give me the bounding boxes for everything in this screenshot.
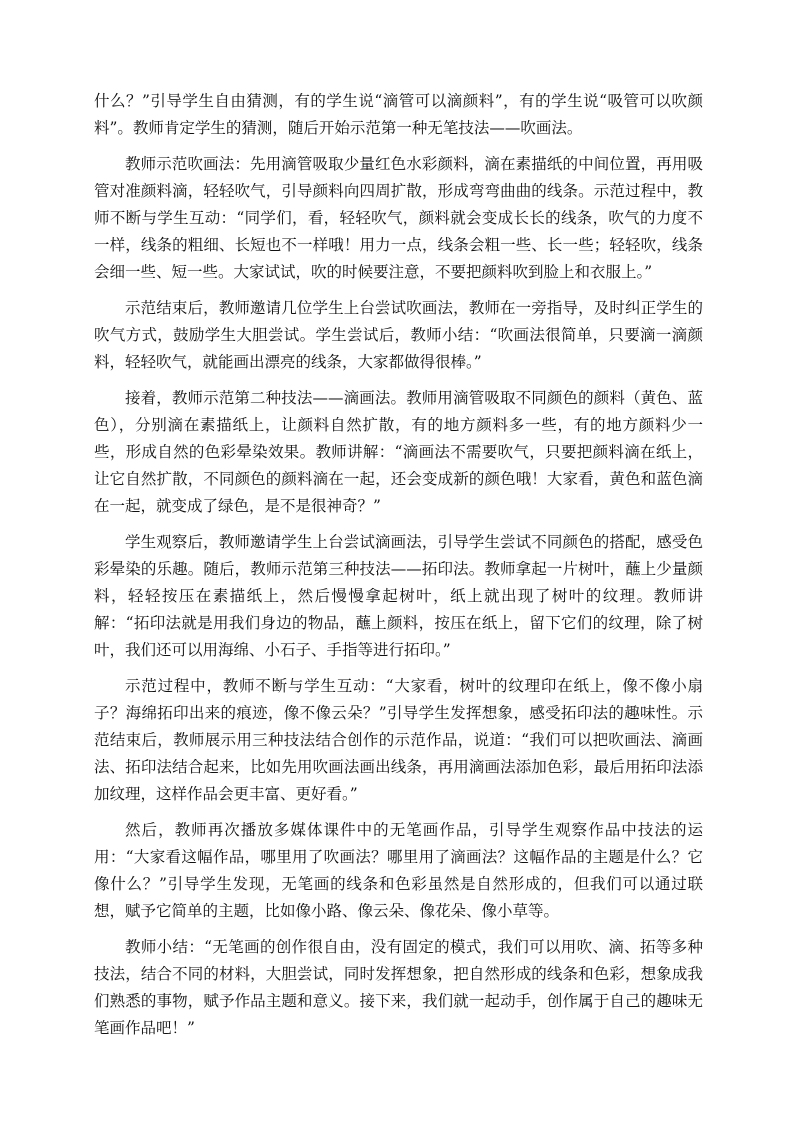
- paragraph-3: 示范结束后，教师邀请几位学生上台尝试吹画法，教师在一旁指导，及时纠正学生的吹气方式，鼓励学生大胆尝试。学生尝试后，教师小结：“吹画法很简单，只要滴一滴颜料，轻轻吹气，就能画出漂亮的线条，大家都做得很棒。”: [94, 299, 703, 371]
- paragraph-1: 什么？”引导学生自由猜测，有的学生说“滴管可以滴颜料”，有的学生说“吸管可以吹颜料”。教师肯定学生的猜测，随后开始示范第一种无笔技法——吹画法。: [94, 92, 703, 137]
- paragraph-2: 教师示范吹画法：先用滴管吸取少量红色水彩颜料，滴在素描纸的中间位置，再用吸管对准颜料滴，轻轻吹气，引导颜料向四周扩散，形成弯弯曲曲的线条。示范过程中，教师不断与学生互动：“同学们，看，轻轻吹气，颜料就会变成长长的线条，吹气的力度不一样，线条的粗细、长短也不一样哦！用力一点，线条会粗一些、长一些；轻轻吹，线条会细一些、短一些。大家试试，吹的时候要注意，不要把颜料吹到脸上和衣服上。”: [94, 155, 703, 281]
- paragraph-8: 教师小结：“无笔画的创作很自由，没有固定的模式，我们可以用吹、滴、拓等多种技法，结合不同的材料，大胆尝试，同时发挥想象，把自然形成的线条和色彩，想象成我们熟悉的事物，赋予作品主题和意义。接下来，我们就一起动手，创作属于自己的趣味无笔画作品吧！”: [94, 938, 703, 1037]
- paragraph-5: 学生观察后，教师邀请学生上台尝试滴画法，引导学生尝试不同颜色的搭配，感受色彩晕染的乐趣。随后，教师示范第三种技法——拓印法。教师拿起一片树叶，蘸上少量颜料，轻轻按压在素描纸上，然后慢慢拿起树叶，纸上就出现了树叶的纹理。教师讲解：“拓印法就是用我们身边的物品，蘸上颜料，按压在纸上，留下它们的纹理，除了树叶，我们还可以用海绵、小石子、手指等进行拓印。”: [94, 533, 703, 659]
- paragraph-4: 接着，教师示范第二种技法——滴画法。教师用滴管吸取不同颜色的颜料（黄色、蓝色），分别滴在素描纸上，让颜料自然扩散，有的地方颜料多一些，有的地方颜料少一些，形成自然的色彩晕染效果。教师讲解：“滴画法不需要吹气，只要把颜料滴在纸上，让它自然扩散，不同颜色的颜料滴在一起，还会变成新的颜色哦！大家看，黄色和蓝色滴在一起，就变成了绿色，是不是很神奇？”: [94, 389, 703, 515]
- document-page: [94, 88, 703, 1051]
- paragraph-6: 示范过程中，教师不断与学生互动：“大家看，树叶的纹理印在纸上，像不像小扇子？海绵拓印出来的痕迹，像不像云朵？”引导学生发挥想象，感受拓印法的趣味性。示范结束后，教师展示用三种技法结合创作的示范作品，说道：“我们可以把吹画法、滴画法、拓印法结合起来，比如先用吹画法画出线条，再用滴画法添加色彩，最后用拓印法添加纹理，这样作品会更丰富、更好看。”: [94, 677, 703, 803]
- paragraph-7: 然后，教师再次播放多媒体课件中的无笔画作品，引导学生观察作品中技法的运用：“大家看这幅作品，哪里用了吹画法？哪里用了滴画法？这幅作品的主题是什么？它像什么？”引导学生发现，无笔画的线条和色彩虽然是自然形成的，但我们可以通过联想，赋予它简单的主题，比如像小路、像云朵、像花朵、像小草等。: [94, 821, 703, 920]
